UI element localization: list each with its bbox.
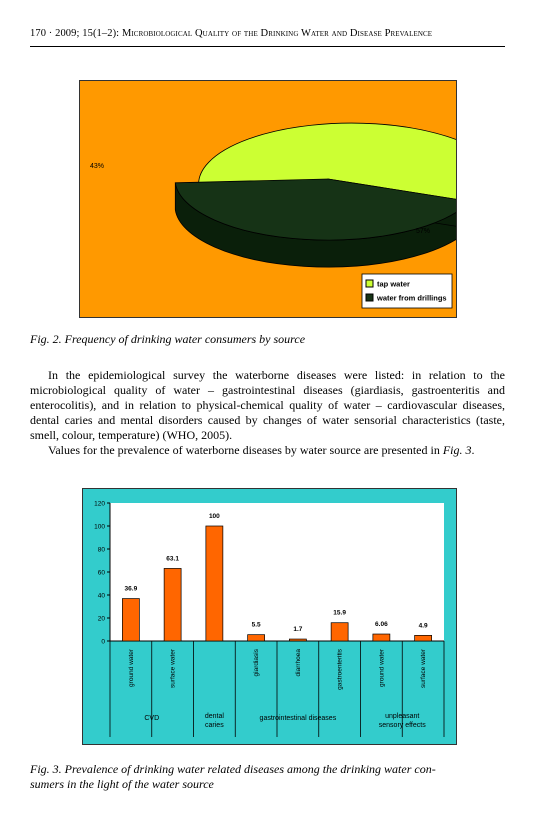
bar: [122, 599, 139, 641]
paragraph-2-end: .: [471, 443, 475, 457]
figure-2-caption: Fig. 2. Frequency of drinking water consumers by source: [30, 332, 306, 346]
pie-label-tap-water: 57%: [416, 228, 431, 235]
bar-value-label: 6.06: [375, 621, 388, 629]
paragraph-1: In the epidemiological survey the waterborne diseases were listed: in relation to the microbiological quality of water – gastrointestinal diseases (giardiasis, gastroenteritis and enterocolitis), and in relation to physical-chemical quality of water – cardiovascular diseases, dental caries and mental disorders caused by changes of water sensorial characteristics (taste, smell, colour, temperature) (WHO, 2005).: [30, 368, 505, 442]
bar-chart-svg: [83, 489, 456, 744]
x-category-label: gastroenteritis: [336, 649, 344, 690]
bar-value-label: 36.9: [124, 585, 138, 593]
group-label: unpleasant sensory effects: [378, 713, 426, 729]
y-tick-label: 60: [97, 569, 105, 577]
plot-area: [110, 503, 444, 641]
pie-label-water-from-drillings: 43%: [90, 163, 105, 170]
bar-value-label: 1.7: [293, 626, 303, 634]
group-label: dental caries: [204, 713, 224, 729]
bar: [206, 526, 223, 641]
y-tick-label: 80: [97, 546, 105, 554]
figure-3-caption-line-1: Fig. 3. Prevalence of drinking water related diseases among the drinking water con-: [30, 762, 436, 776]
header-citation: 170 · 2009; 15(1–2):: [30, 28, 122, 39]
y-tick-label: 0: [101, 638, 105, 646]
body-text: [30, 368, 505, 458]
header-title: Microbiological Quality of the Drinking Water and Disease Prevalence: [121, 28, 433, 39]
pie-slice-water-from-drillings: [175, 179, 456, 267]
bar: [331, 623, 348, 641]
bar-value-label: 63.1: [166, 555, 179, 563]
paragraph-2-text: Values for the prevalence of waterborne diseases by water source are presented in: [48, 443, 443, 457]
pie-legend: [362, 274, 452, 308]
bar-value-label: 4.9: [418, 622, 428, 630]
x-category-label: surface water: [169, 649, 177, 689]
figure-2-pie-chart: [79, 80, 457, 318]
y-tick-label: 120: [94, 500, 105, 508]
x-category-label: ground water: [127, 649, 135, 687]
x-category-label: diarrhoea: [294, 649, 302, 677]
y-tick-label: 20: [97, 615, 105, 623]
bar: [248, 635, 265, 641]
bar: [164, 568, 181, 641]
x-category-label: ground water: [378, 649, 386, 687]
figure-3-bar-chart: [82, 488, 457, 745]
legend-swatch-water-from-drillings: [366, 294, 373, 301]
bar: [415, 635, 432, 641]
legend-swatch-tap-water: [366, 280, 373, 287]
running-header: [30, 28, 505, 39]
x-category-label: surface water: [420, 649, 428, 689]
bar-value-label: 100: [208, 513, 220, 520]
bar: [373, 634, 390, 641]
y-tick-label: 40: [97, 592, 105, 600]
bar: [289, 639, 306, 641]
group-label: gastrointestinal diseases: [259, 715, 337, 722]
legend-label-water-from-drillings: water from drillings: [377, 293, 447, 303]
pie-chart-svg: [80, 81, 456, 317]
y-tick-label: 100: [94, 523, 105, 531]
legend-label-tap-water: tap water: [377, 279, 410, 289]
bar-value-label: 5.5: [251, 621, 261, 629]
bar-value-label: 15.9: [333, 609, 346, 617]
figure-3-caption: [30, 762, 436, 792]
group-label: CVD: [144, 715, 160, 722]
x-category-label: giardiasis: [253, 649, 261, 677]
figure-3-caption-line-2: sumers in the light of the water source: [30, 777, 214, 791]
paragraph-2: [30, 443, 505, 458]
header-rule: [30, 46, 505, 47]
fig-3-reference: Fig. 3: [442, 443, 472, 457]
